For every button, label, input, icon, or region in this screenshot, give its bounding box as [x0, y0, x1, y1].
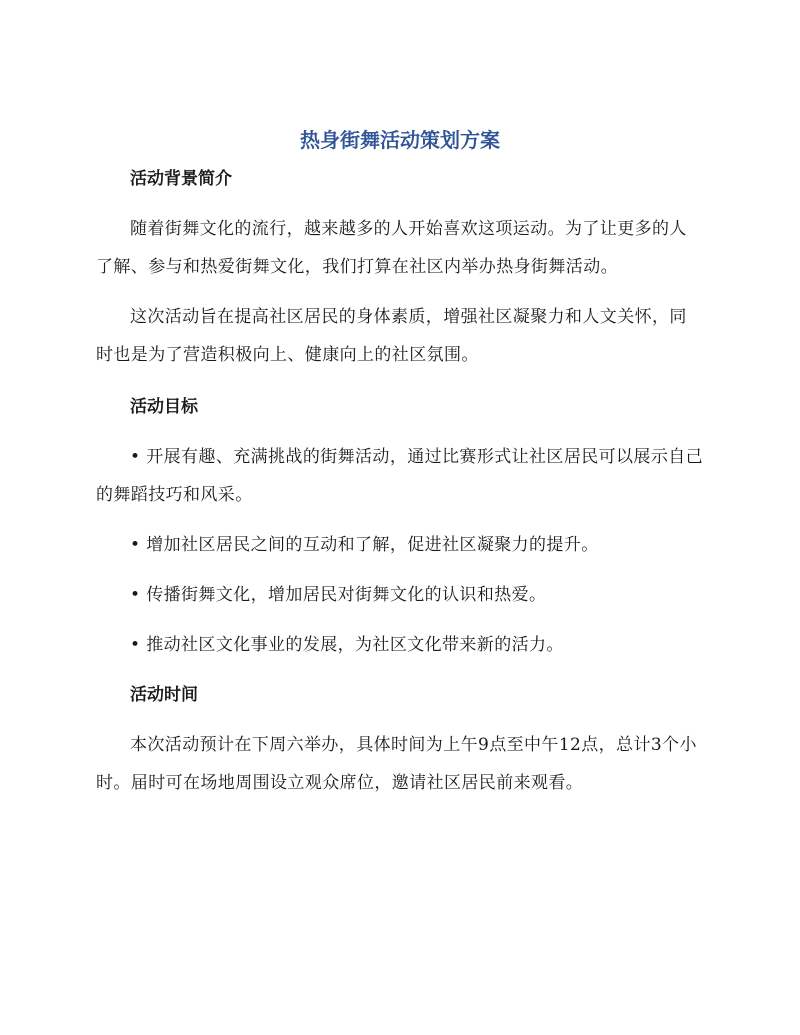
- section-heading-goals: 活动目标: [130, 397, 198, 417]
- bullet-item: • 推动社区文化事业的发展，为社区文化带来新的活力。: [130, 635, 564, 655]
- section-heading-background: 活动背景简介: [130, 169, 232, 189]
- section-heading-time: 活动时间: [130, 685, 198, 705]
- bullet-item: • 传播街舞文化，增加居民对街舞文化的认识和热爱。: [130, 585, 547, 605]
- document-page: [96, 120, 704, 802]
- paragraph: 本次活动预计在下周六举办，具体时间为上午9点至中午12点，总计3个小时。届时可在场地周围设立观众席位，邀请社区居民前来观看。: [96, 735, 697, 793]
- bullet-item: • 增加社区居民之间的互动和了解，促进社区凝聚力的提升。: [130, 535, 599, 555]
- document-title: 热身街舞活动策划方案: [300, 128, 500, 152]
- paragraph: 随着街舞文化的流行，越来越多的人开始喜欢这项运动。为了让更多的人了解、参与和热爱街舞文化，我们打算在社区内举办热身街舞活动。: [96, 219, 687, 277]
- paragraph: 这次活动旨在提高社区居民的身体素质，增强社区凝聚力和人文关怀，同时也是为了营造积极向上、健康向上的社区氛围。: [96, 307, 687, 365]
- bullet-item: • 开展有趣、充满挑战的街舞活动，通过比赛形式让社区居民可以展示自己的舞蹈技巧和风采。: [96, 447, 704, 505]
